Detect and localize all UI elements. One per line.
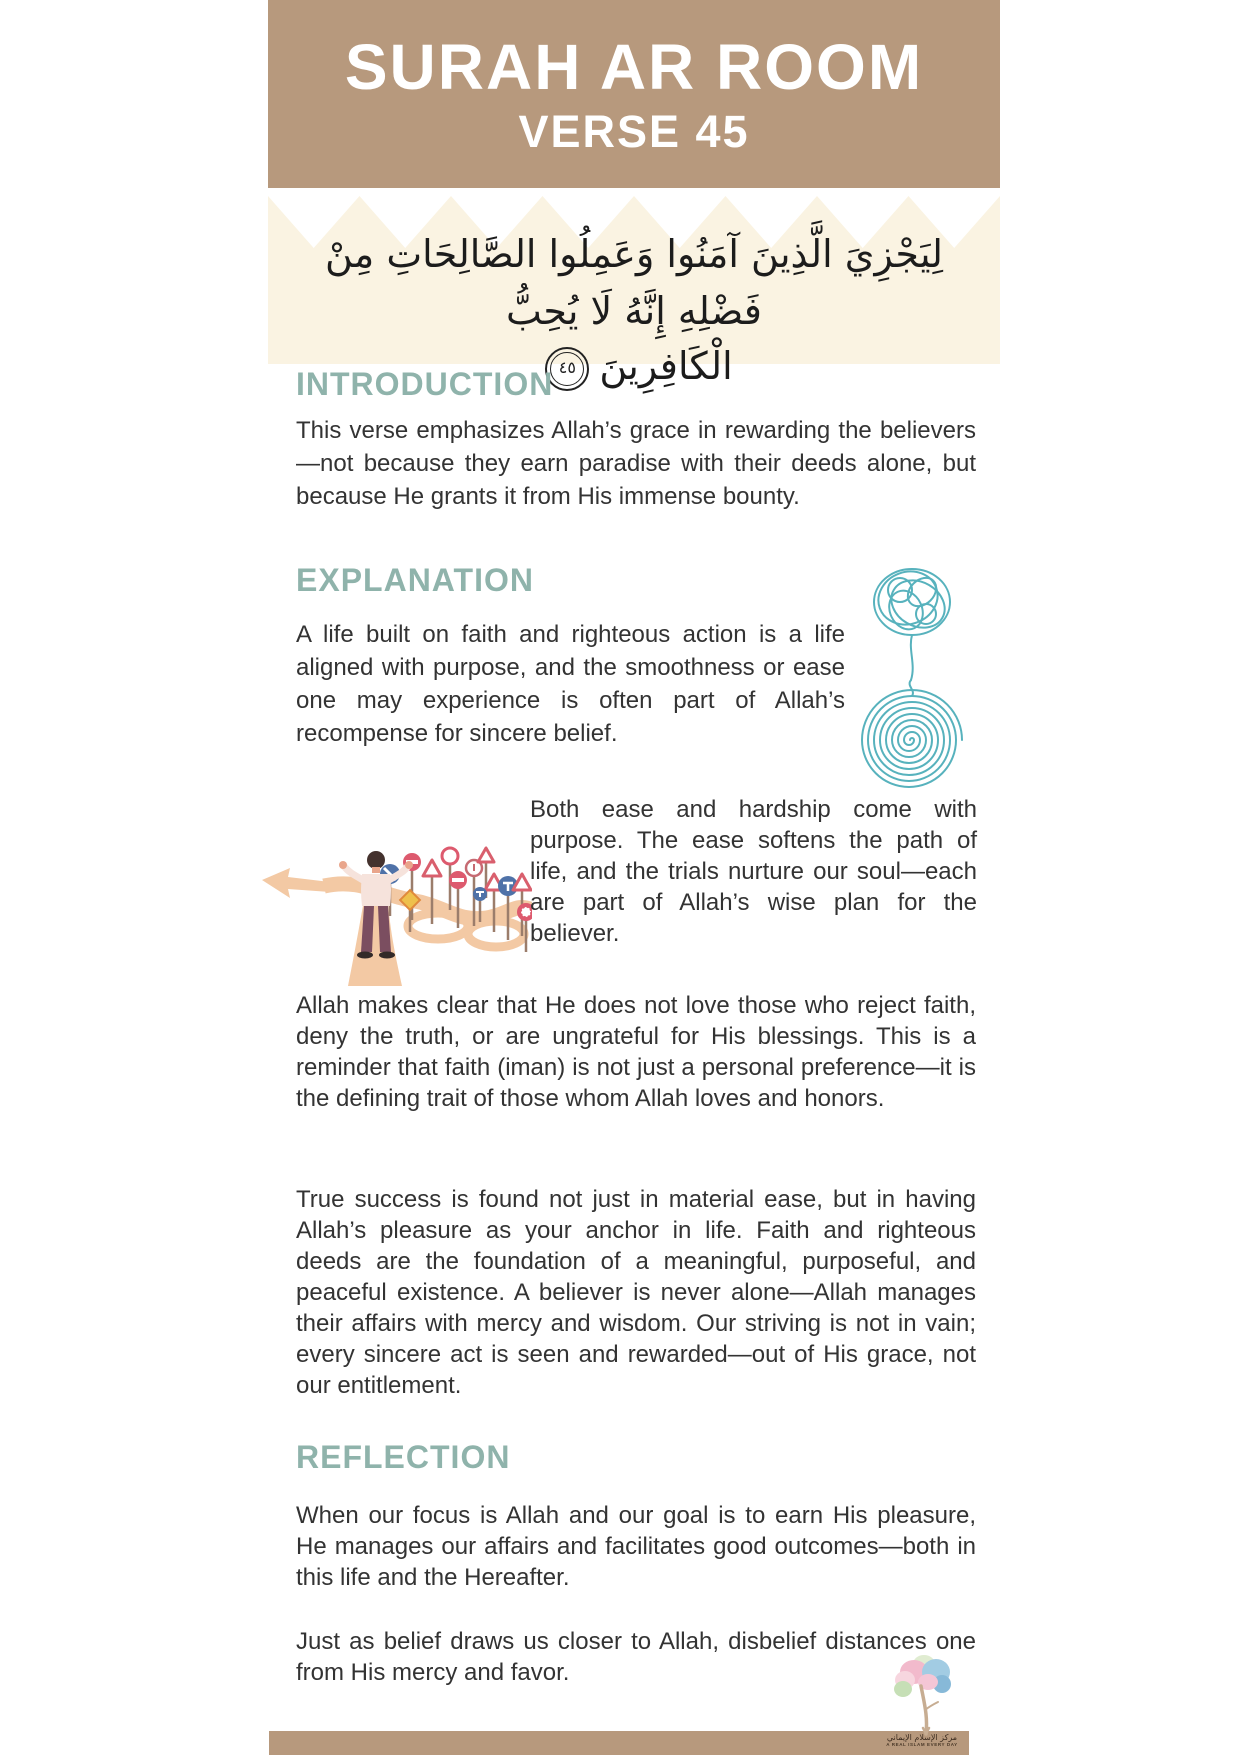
introduction-heading: INTRODUCTION [296,366,554,402]
page-subtitle: VERSE 45 [518,105,750,157]
explanation-heading: EXPLANATION [296,562,534,598]
chaos-to-order-scribble-icon [860,552,964,802]
watercolor-tree-logo [884,1652,968,1736]
content-column [268,0,1000,1755]
introduction-paragraph: This verse emphasizes Allah’s grace in rewarding the believers—not because they earn paradise with their deeds alone, but because He grants it from His immense bounty. [296,417,976,510]
crossroads-signposts-illustration [260,834,532,986]
explanation-paragraph-3: True success is found not just in material ease, but in having Allah’s pleasure as your anchor in life. Faith and righteous deeds are the foundation of a meaningful, purposeful, and peaceful existence. A believer is never alone—Allah manages their affairs with mercy and wisdom. Our striving is not in vain; every sincere act is seen and rewarded—out of His grace, not our entitlement. [296,1186,976,1399]
explanation-paragraph-2: Allah makes clear that He does not love those who reject faith, deny the truth, or are ungrateful for His blessings. This is a reminder that faith (iman) is not just a personal preference—it is the defining trait of those whom Allah loves and honors. [296,992,976,1112]
reflection-paragraph-2: Just as belief draws us closer to Allah, disbelief distances one from His mercy and favor. [296,1628,976,1686]
footer-bar [269,1731,969,1755]
logo-tagline: A REAL ISLAM EVERY DAY [886,1742,958,1747]
header-banner [268,0,1000,188]
reflection-paragraph-1: When our focus is Allah and our goal is to earn His pleasure, He manages our affairs and facilitates good outcomes—both in this life and the Hereafter. [296,1502,976,1591]
arabic-verse-line2-text: الْكَافِرِينَ [599,344,733,388]
arabic-verse-line1: لِيَجْزِيَ الَّذِينَ آمَنُوا وَعَمِلُوا الصَّالِحَاتِ مِنْ فَضْلِهِ إِنَّهُ لَا يُحِبُّ [324,232,943,333]
explanation-callout: Both ease and hardship come with purpose. The ease softens the path of life, and the trials nurture our soul—each are part of Allah’s wise plan for the believer. [530,796,977,947]
verse-number: ٤٥ [558,358,576,378]
explanation-paragraph-1: A life built on faith and righteous action is a life aligned with purpose, and the smoothness or ease one may experience is often part of Allah’s recompense for sincere belief. [296,621,845,747]
logo-captions [876,1733,968,1748]
reflection-heading: REFLECTION [296,1439,511,1475]
arabic-verse-text [268,196,1000,393]
logo-arabic-caption: مركز الإسلام الإيماني [886,1733,958,1742]
page-title: SURAH AR ROOM [344,30,924,103]
